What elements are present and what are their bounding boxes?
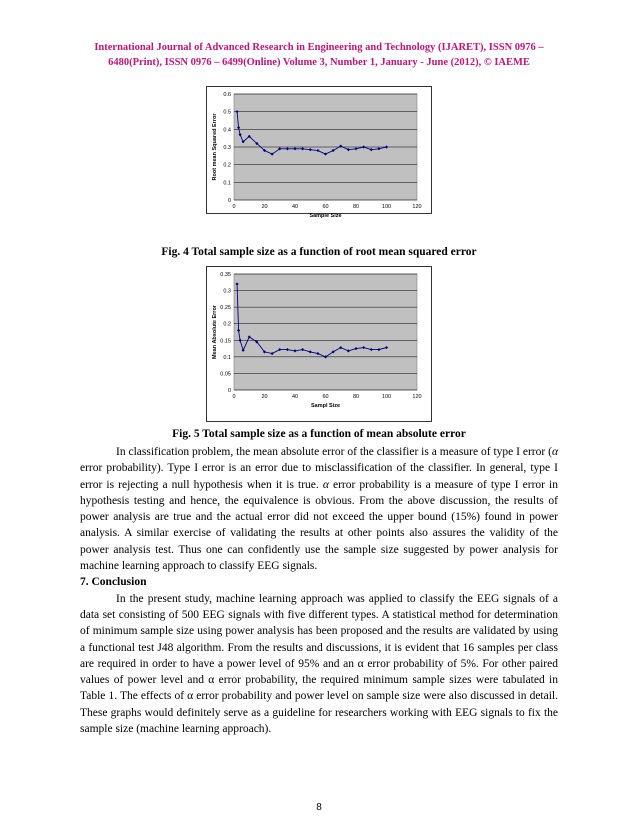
journal-header-line-2: 6480(Print), ISSN 0976 – 6499(Online) Volume 3, Number 1, January - June (2012), © IAEME (108, 57, 530, 68)
x-axis-title: Sample Size (309, 213, 342, 219)
y-tick-label: 0.6 (223, 92, 231, 98)
y-tick-label: 0.35 (220, 272, 231, 278)
rmse-chart-svg (206, 86, 432, 219)
conclusion-paragraph (80, 591, 558, 738)
text-run: In classification problem, the mean absolute error of the classifier is a measure of type I error ( (116, 446, 552, 458)
y-tick-label: 0 (227, 198, 231, 204)
alpha-symbol: α (322, 478, 329, 491)
x-tick-label: 60 (322, 204, 329, 210)
y-tick-label: 0.2 (223, 162, 231, 169)
x-tick-label: 100 (381, 204, 392, 210)
figure-5-chart (206, 266, 432, 422)
text-run: In the present study, machine learning approach was applied to classify the EEG signals of a data set consisting of 500 EEG signals with five different types. A statistical method for determination of minimum sample size using power analysis has been proposed and the results are validated by using a functional test J48 algorithm. From the results and discussions, it is evident that 16 samples per class are required in order to have a power level of 95% and an (80, 592, 558, 670)
y-tick-label: 0.4 (223, 127, 231, 134)
journal-header-line-1: International Journal of Advanced Research in Engineering and Technology (IJARET), ISSN 0976 – (94, 42, 544, 53)
y-tick-label: 0.2 (223, 321, 231, 328)
x-tick-label: 40 (291, 204, 299, 210)
y-tick-label: 0.15 (220, 338, 231, 345)
y-tick-label: 0.25 (220, 305, 231, 312)
x-tick-label: 0 (232, 394, 236, 400)
text-run: error probability is a measure of type I error in hypothesis testing and hence, the equivalence is obvious. From the above discussion, the results of power analysis are true and the actual error did not exceed the upper bound (15%) found in power analysis. A similar exercise of validating the results at other points also assures the validity of the power analysis test. Thus one can confidently use the sample size suggested by power analysis for machine learning approach to classify EEG signals. (80, 478, 558, 573)
x-axis-title: Sampl Size (310, 403, 341, 409)
y-tick-label: 0.05 (220, 371, 231, 378)
discussion-text (80, 444, 558, 737)
y-axis-title: Root mean Squared Error (212, 113, 218, 181)
alpha-symbol: α (208, 674, 215, 687)
journal-header (80, 40, 558, 70)
text-run: error probability and power level on sample size were also discussed in detail. These graphs would definitely serve as a guideline for researchers working with EEG signals to fix the sample size (machine learning approach). (80, 690, 558, 736)
figure-4-chart (206, 86, 432, 219)
page-number: 8 (316, 802, 322, 813)
figure-5-caption: Fig. 5 Total sample size as a function of mean absolute error (172, 428, 466, 440)
y-tick-label: 0.1 (223, 180, 231, 187)
alpha-symbol: α (357, 657, 364, 670)
alpha-symbol: α (187, 690, 194, 703)
x-tick-label: 60 (322, 394, 329, 400)
y-tick-label: 0.3 (223, 288, 231, 295)
plot-area (234, 274, 417, 390)
x-tick-label: 40 (291, 394, 299, 400)
text-run: error probability of 5%. For other paired values of power level and (80, 657, 558, 687)
text-run: error probability, the required minimum sample sizes were tabulated in Table 1. The effects of (80, 674, 558, 703)
y-tick-label: 0.3 (223, 145, 231, 151)
x-tick-label: 20 (261, 204, 268, 210)
y-axis-title: Mean Absolute Error (212, 305, 218, 359)
x-tick-label: 100 (381, 394, 392, 400)
conclusion-heading: 7. Conclusion (80, 576, 147, 589)
y-tick-label: 0 (227, 388, 231, 394)
x-tick-label: 0 (232, 204, 236, 210)
mae-chart-svg (206, 266, 432, 422)
x-tick-label: 120 (412, 204, 422, 210)
text-run: error probability). Type I error is an error due to misclassification of the classifier. In general, type I error is rejecting a null hypothesis when it is true. (80, 462, 558, 491)
x-tick-label: 120 (412, 394, 422, 400)
y-tick-label: 0.5 (223, 109, 231, 116)
figure-4-caption: Fig. 4 Total sample size as a function of root mean squared error (161, 246, 477, 258)
discussion-paragraph (80, 444, 558, 574)
alpha-symbol: α (551, 446, 558, 458)
x-tick-label: 20 (261, 394, 268, 400)
x-tick-label: 80 (352, 204, 360, 210)
y-tick-label: 0.1 (223, 354, 231, 361)
x-tick-label: 80 (352, 394, 360, 400)
